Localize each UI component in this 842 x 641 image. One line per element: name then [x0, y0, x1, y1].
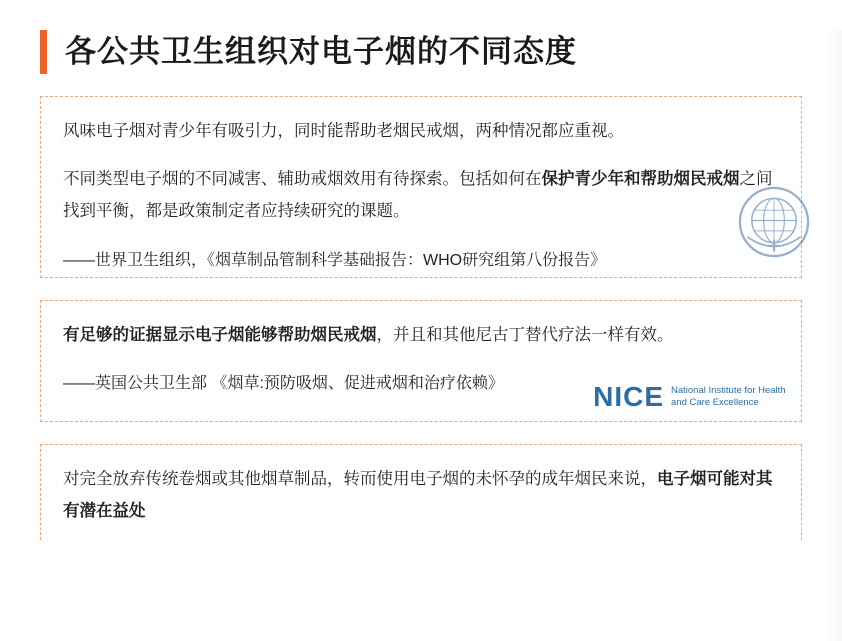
who-paragraph-2 — [63, 163, 779, 227]
who-paragraph-2-lead: 不同类型电子烟的不同减害、辅助戒烟效用有待探索。包括如何在 — [63, 170, 542, 189]
who-paragraph-1: 风味电子烟对青少年有吸引力，同时能帮助老烟民戒烟，两种情况都应重视。 — [63, 122, 624, 140]
title-accent-bar — [40, 30, 47, 74]
phe-statement-emphasis: 有足够的证据显示电子烟能够帮助烟民戒烟 — [63, 326, 377, 344]
quote-block-third — [40, 444, 802, 540]
third-paragraph — [63, 463, 779, 527]
who-paragraph-2-emphasis-2: 烟民戒烟 — [673, 170, 740, 189]
page-title-row — [40, 30, 806, 74]
third-paragraph-lead: 对完全放弃传统卷烟或其他烟草制品，转而使用电子烟的未怀孕的成年烟民来说， — [63, 470, 657, 488]
page-title: 各公共卫生组织对电子烟的不同态度 — [65, 33, 577, 69]
page-edge-fade — [824, 30, 842, 641]
who-paragraph-2-tail: 之间找到平衡，都是政策制定者应持续研究的课题。 — [63, 170, 773, 221]
phe-statement-tail: ，并且和其他尼古丁替代疗法一样有效。 — [376, 326, 674, 344]
who-source-citation: ——世界卫生组织，《烟草制品管制科学基础报告：WHO研究组第八份报告》 — [63, 251, 607, 269]
nice-logo-word: NICE — [593, 381, 664, 412]
who-paragraph-2-emphasis-1: 保护青少年和帮助 — [541, 170, 674, 189]
phe-source-citation: ——英国公共卫生部 《烟草:预防吸烟、促进戒烟和治疗依赖》 — [63, 375, 504, 393]
quote-block-phe — [40, 300, 802, 422]
document-page — [0, 30, 842, 641]
nice-logo-subtitle: National Institute for Health and Care Excellence — [671, 385, 786, 408]
phe-statement — [63, 319, 779, 351]
third-paragraph-emphasis: 电子烟可能对其有潜在益处 — [63, 470, 773, 521]
nice-logo — [593, 381, 791, 413]
who-emblem-icon — [737, 185, 811, 259]
quote-block-who — [40, 96, 802, 278]
